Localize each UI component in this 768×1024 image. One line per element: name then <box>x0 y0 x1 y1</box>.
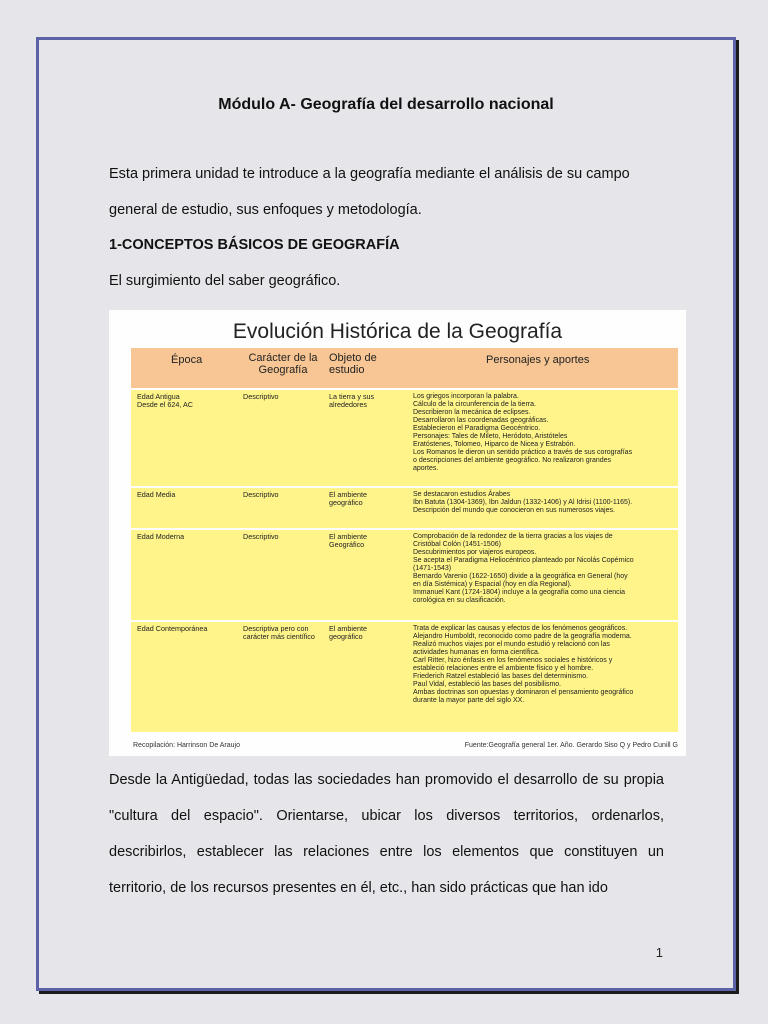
figure-footer-left: Recopilación: Harrinson De Araujo <box>133 742 240 749</box>
table-row <box>131 486 678 530</box>
row-personajes: Comprobación de la redondez de la tierra gracias a los viajes de Cristóbal Colón (1451-1506) Descubrimientos por viajeros europeos. Se acepta el Paradigma Heliocéntrico planteado por Nicolás Copérnico (1471-1543) Bernardo Varenio (1622-1650) divide a la geográfica en General (hoy en día Sistémica) y Espacial (hoy en día Regional). Immanuel Kant (1724-1804) incluye a la geografía como una ciencia corológica en su clasificación. <box>413 533 634 604</box>
row-objeto: El ambiente geográfico <box>329 490 367 508</box>
figure-title: Evolución Histórica de la Geografía <box>232 320 563 343</box>
row-epoca: Edad Moderna <box>137 532 185 541</box>
table-row <box>131 528 678 622</box>
header-epoca: Época <box>171 354 203 366</box>
row-personajes: Se destacaron estudios Árabes Ibn Batuta (1304-1369), Ibn Jaldun (1332-1406) y Al Idrisi (1100-1165). Descripción del mundo que conocieron en sus numerosos viajes. <box>413 491 633 514</box>
row-epoca: Edad Media <box>137 490 176 499</box>
table-row <box>131 388 678 488</box>
row-objeto: La tierra y sus alrededores <box>329 392 375 410</box>
body-line-3: describirlos, establecer las relaciones entre los elementos que constituyen un <box>109 844 664 860</box>
section-heading: 1-CONCEPTOS BÁSICOS DE GEOGRAFÍA <box>109 237 400 253</box>
row-caracter: Descriptiva pero con carácter más científico <box>243 624 315 642</box>
row-caracter: Descriptivo <box>243 490 279 499</box>
header-objeto: Objeto de estudio <box>329 352 377 376</box>
row-caracter: Descriptivo <box>243 532 279 541</box>
body-line-1: Desde la Antigüedad, todas las sociedades han promovido el desarrollo de su propia <box>109 772 664 788</box>
header-personajes: Personajes y aportes <box>486 354 590 366</box>
header-caracter: Carácter de la Geografía <box>248 352 318 376</box>
page-title: Módulo A- Geografía del desarrollo nacional <box>218 96 554 113</box>
table-row <box>131 620 678 732</box>
row-personajes: Los griegos incorporan la palabra. Cálculo de la circunferencia de la tierra. Describieron la mecánica de eclipses. Desarrollaron las coordenadas geográficas. Establecieron el Paradigma Geocéntrico. Personajes: Tales de Mileto, Heródoto, Aristóteles Eratóstenes, Tolomeo, Hiparco de Nicea y Estrabón. Los Romanos le dieron un sentido práctico a través de sus corografías o descripciones del ambiente geográfico. No realizaron grandes aportes. <box>413 393 633 472</box>
row-objeto: El ambiente Geográfico <box>329 532 367 550</box>
body-line-4: territorio, de los recursos presentes en él, etc., han sido prácticas que han ido <box>109 880 608 896</box>
document-page <box>36 37 736 991</box>
intro-line-2: general de estudio, sus enfoques y metodología. <box>109 202 422 218</box>
history-figure <box>109 310 686 756</box>
body-line-2: "cultura del espacio". Orientarse, ubicar los diversos territorios, ordenarlos, <box>109 808 664 824</box>
intro-line-1: Esta primera unidad te introduce a la geografía mediante el análisis de su campo <box>109 166 630 182</box>
table-header <box>131 348 678 388</box>
page-number: 1 <box>655 945 663 960</box>
row-personajes: Trata de explicar las causas y efectos de los fenómenos geográficos. Alejandro Humboldt, reconocido como padre de la geografía moderna. Realizó muchos viajes por el mundo estudió y relacionó con las actividades humanas en forma científica. Carl Ritter, hizo énfasis en los fenómenos sociales e históricos y estableció relaciones entre el ambiente físico y el hombre. Friederich Ratzel estableció las bases del determinismo. Paul Vidal, estableció las bases del posibilismo. Ambas doctrinas son opuestas y dominaron el pensamiento geográfico durante la mayor parte del siglo XX. <box>413 625 634 704</box>
row-caracter: Descriptivo <box>243 392 279 401</box>
history-table <box>131 348 678 730</box>
row-epoca: Edad Contemporánea <box>137 624 208 633</box>
figure-footer-right: Fuente:Geografía general 1er. Año. Gerardo Siso Q y Pedro Cunill G <box>464 742 678 749</box>
row-objeto: El ambiente geográfico <box>329 624 367 642</box>
subheading: El surgimiento del saber geográfico. <box>109 273 341 289</box>
row-epoca: Edad Antigua Desde el 624, AC <box>137 392 193 410</box>
